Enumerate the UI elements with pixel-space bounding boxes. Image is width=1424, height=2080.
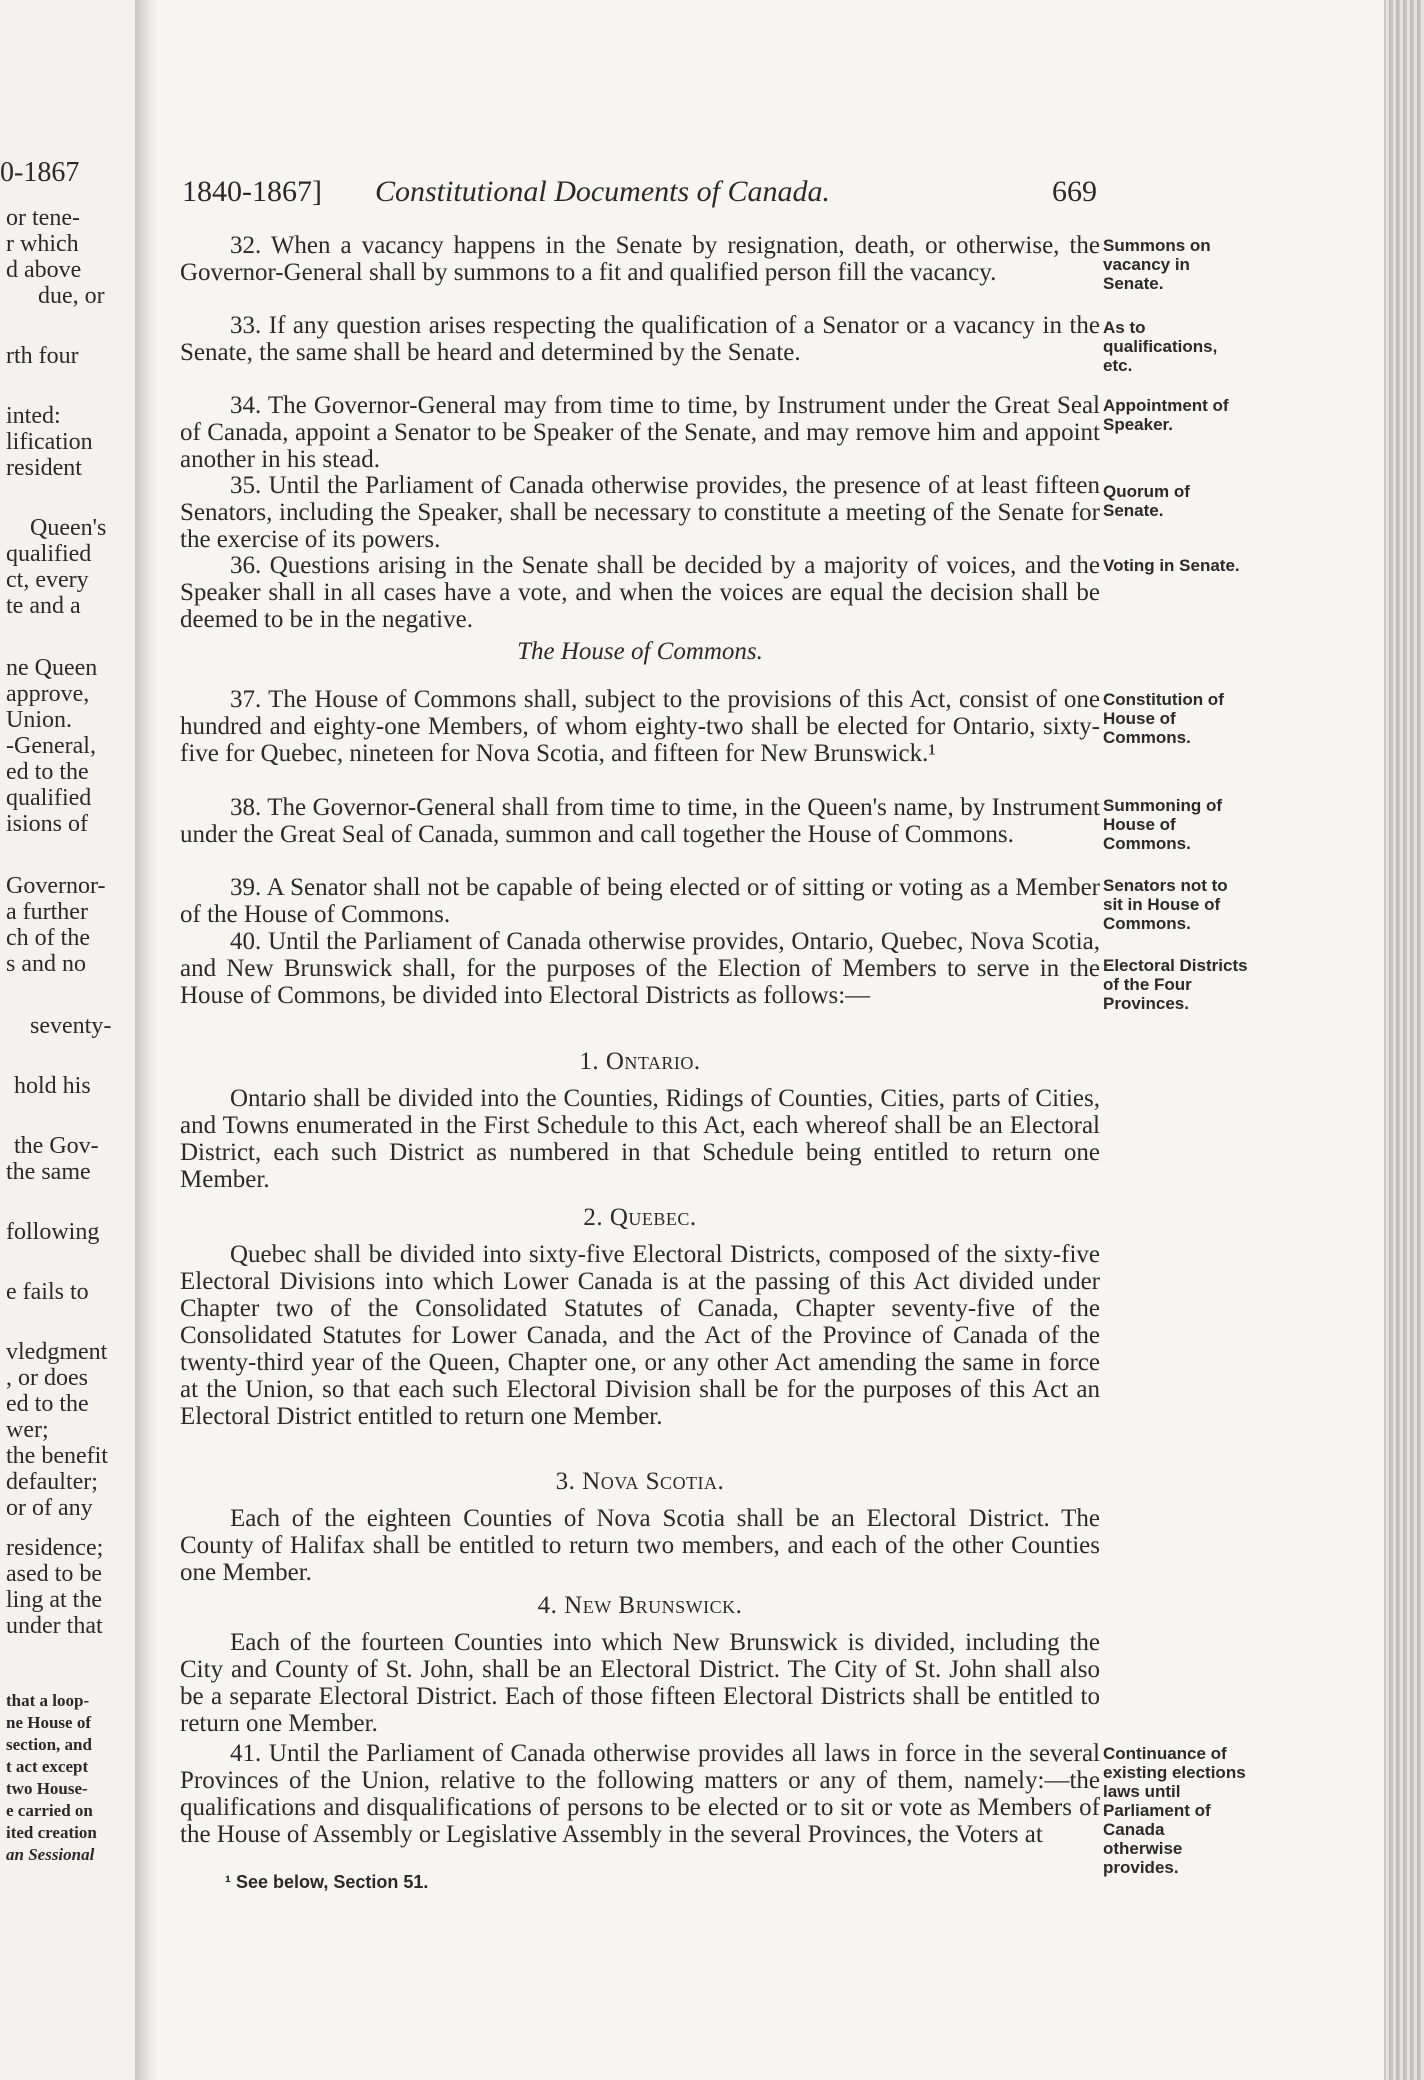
facing-line: defaulter; — [6, 1469, 98, 1495]
new-brunswick-block — [180, 1592, 1100, 1737]
section-35: 35. Until the Parliament of Canada otherwise provides, the presence of at least fifteen Senators, including the Speaker, shall be necessary to constitute a meeting of the Senate for the exercise of its powers. — [180, 472, 1100, 553]
facing-line: ling at the — [6, 1587, 102, 1613]
book-gutter — [135, 0, 157, 2080]
province-text: Ontario shall be divided into the Counties, Ridings of Counties, Cities, parts of Cities, and Towns enumerated in the First Schedule to this Act, each whereof shall be an Electoral District, each such District as numbered in that Schedule being entitled to return one Member. — [180, 1085, 1100, 1193]
section-37: 37. The House of Commons shall, subject to the provisions of this Act, consist of one hundred and eighty-one Members, of whom eighty-two shall be elected for Ontario, sixty-five for Quebec, nineteen for Nova Scotia, and fifteen for New Brunswick.¹ — [180, 686, 1100, 767]
header-title: Constitutional Documents of Canada. — [375, 175, 831, 208]
facing-footnote: section, and — [6, 1735, 92, 1754]
commons-heading-wrap — [180, 638, 1100, 665]
facing-line: , or does — [6, 1365, 88, 1391]
margin-note: Continuance of existing elections laws until Parliament of Canada otherwise provides. — [1103, 1744, 1246, 1877]
section-41: 41. Until the Parliament of Canada otherwise provides all laws in force in the several Provinces of the Union, relative to the following matters or any of them, namely:—the qualifications and disqualifications of persons to be elected or to sit or vote as Members of the House of Assembly or Legislative Assembly in the several Provinces, the Voters at — [180, 1740, 1100, 1848]
province-text: Quebec shall be divided into sixty-five Electoral Districts, composed of the sixty-five Electoral Divisions into which Lower Canada is at the passing of this Act divided under Chapter two of the Consolidated Statutes of Canada, Chapter seventy-five of the Consolidated Statutes for Lower Canada, and the Act of the Province of Canada of the twenty-third year of the Queen, Chapter one, or any other Act amending the same in force at the Union, so that each such Electoral Division shall be for the purposes of this Act an Electoral District entitled to return one Member. — [180, 1241, 1100, 1430]
facing-line: or of any — [6, 1495, 93, 1521]
facing-line: ased to be — [6, 1561, 102, 1587]
facing-line: Union. — [6, 707, 72, 733]
facing-line: wer; — [6, 1417, 49, 1443]
facing-line: qualified — [6, 785, 92, 811]
margin-note: Appointment of Speaker. — [1103, 396, 1229, 434]
margin-note: Summons on vacancy in Senate. — [1103, 236, 1211, 293]
section-39: 39. A Senator shall not be capable of being elected or of sitting or voting as a Member of the House of Commons. — [180, 874, 1100, 928]
facing-line: approve, — [6, 681, 90, 707]
margin-note: Quorum of Senate. — [1103, 482, 1190, 520]
nova-scotia-block — [180, 1468, 1100, 1586]
facing-line: rth four — [6, 343, 79, 369]
facing-line: resident — [6, 455, 82, 481]
province-text: Each of the fourteen Counties into which New Brunswick is divided, including the City and County of St. John, shall be an Electoral District. The City of St. John shall also be a separate Electoral District. Each of those fifteen Electoral Districts shall be entitled to return one Member. — [180, 1629, 1100, 1737]
facing-footnote: ited creation — [6, 1823, 97, 1842]
facing-line: residence; — [6, 1535, 104, 1561]
quebec-block — [180, 1204, 1100, 1430]
facing-footnote: two House- — [6, 1779, 88, 1798]
facing-line: ed to the — [6, 1391, 89, 1417]
province-heading: 3. Nova Scotia. — [555, 1468, 725, 1495]
facing-line: d above — [6, 257, 82, 283]
facing-line: isions of — [6, 811, 89, 837]
facing-page-fragment — [0, 0, 135, 2080]
section-32: 32. When a vacancy happens in the Senate by resignation, death, or otherwise, the Governor-General shall by summons to a fit and qualified person fill the vacancy. — [180, 232, 1100, 286]
facing-line: under that — [6, 1613, 103, 1639]
facing-line: e fails to — [6, 1279, 89, 1305]
facing-line: following — [6, 1219, 100, 1245]
facing-footnote: an Sessional — [6, 1845, 95, 1864]
facing-footnote: e carried on — [6, 1801, 93, 1820]
page-number: 669 — [1052, 175, 1097, 208]
facing-line: lification — [6, 429, 93, 455]
facing-line: vledgment — [6, 1339, 108, 1365]
facing-line: te and a — [6, 593, 81, 619]
facing-line: due, or — [38, 283, 105, 309]
facing-line: r which — [6, 231, 79, 257]
facing-line: or tene- — [6, 205, 80, 231]
section-36: 36. Questions arising in the Senate shall be decided by a majority of voices, and the Speaker shall in all cases have a vote, and when the voices are equal the decision shall be deemed to be in the negative. — [180, 552, 1100, 633]
province-heading: 4. New Brunswick. — [537, 1592, 743, 1619]
margin-note: Constitution of House of Commons. — [1103, 690, 1224, 747]
facing-line: ch of the — [6, 925, 90, 951]
facing-line: ct, every — [6, 567, 89, 593]
facing-line: the same — [6, 1159, 91, 1185]
facing-line: Governor- — [6, 873, 106, 899]
province-text: Each of the eighteen Counties of Nova Scotia shall be an Electoral District. The County of Halifax shall be entitled to return two members, and each of the other Counties one Member. — [180, 1505, 1100, 1586]
footnote: ¹ See below, Section 51. — [225, 1872, 429, 1892]
facing-line: hold his — [14, 1073, 91, 1099]
section-40: 40. Until the Parliament of Canada otherwise provides, Ontario, Quebec, Nova Scotia, and New Brunswick shall, for the purposes of the Election of Members to serve in the House of Commons, be divided into Electoral Districts as follows:— — [180, 928, 1100, 1009]
facing-line: s and no — [6, 951, 86, 977]
margin-note: Summoning of House of Commons. — [1103, 796, 1222, 853]
section-heading: The House of Commons. — [517, 638, 763, 665]
facing-footnote: t act except — [6, 1757, 89, 1776]
facing-page-header: 0-1867 — [0, 157, 80, 188]
ontario-block — [180, 1048, 1100, 1193]
province-heading: 2. Quebec. — [583, 1204, 697, 1231]
facing-line: inted: — [6, 403, 61, 429]
facing-footnote: ne House of — [6, 1713, 91, 1732]
margin-note: Voting in Senate. — [1103, 556, 1240, 575]
margin-note: Electoral Districts of the Four Provinces. — [1103, 956, 1248, 1013]
facing-line: ne Queen — [6, 655, 98, 681]
header-years: 1840-1867] — [182, 175, 322, 208]
province-heading: 1. Ontario. — [579, 1048, 701, 1075]
facing-line: seventy- — [30, 1013, 112, 1039]
facing-footnote: that a loop- — [6, 1691, 90, 1710]
section-38: 38. The Governor-General shall from time to time, in the Queen's name, by Instrument under the Great Seal of Canada, summon and call together the House of Commons. — [180, 794, 1100, 848]
facing-line: Queen's — [30, 515, 107, 541]
section-34: 34. The Governor-General may from time to time, by Instrument under the Great Seal of Canada, appoint a Senator to be Speaker of the Senate, and may remove him and appoint another in his stead. — [180, 392, 1100, 473]
facing-line: ed to the — [6, 759, 89, 785]
page-edges — [1384, 0, 1424, 2080]
facing-line: a further — [6, 899, 88, 925]
section-33: 33. If any question arises respecting the qualification of a Senator or a vacancy in the Senate, the same shall be heard and determined by the Senate. — [180, 312, 1100, 366]
facing-line: the Gov- — [14, 1133, 99, 1159]
facing-line: qualified — [6, 541, 92, 567]
facing-line: -General, — [6, 733, 96, 759]
margin-note: Senators not to sit in House of Commons. — [1103, 876, 1228, 933]
facing-line: the benefit — [6, 1443, 108, 1469]
margin-note: As to qualifications, etc. — [1103, 318, 1218, 375]
